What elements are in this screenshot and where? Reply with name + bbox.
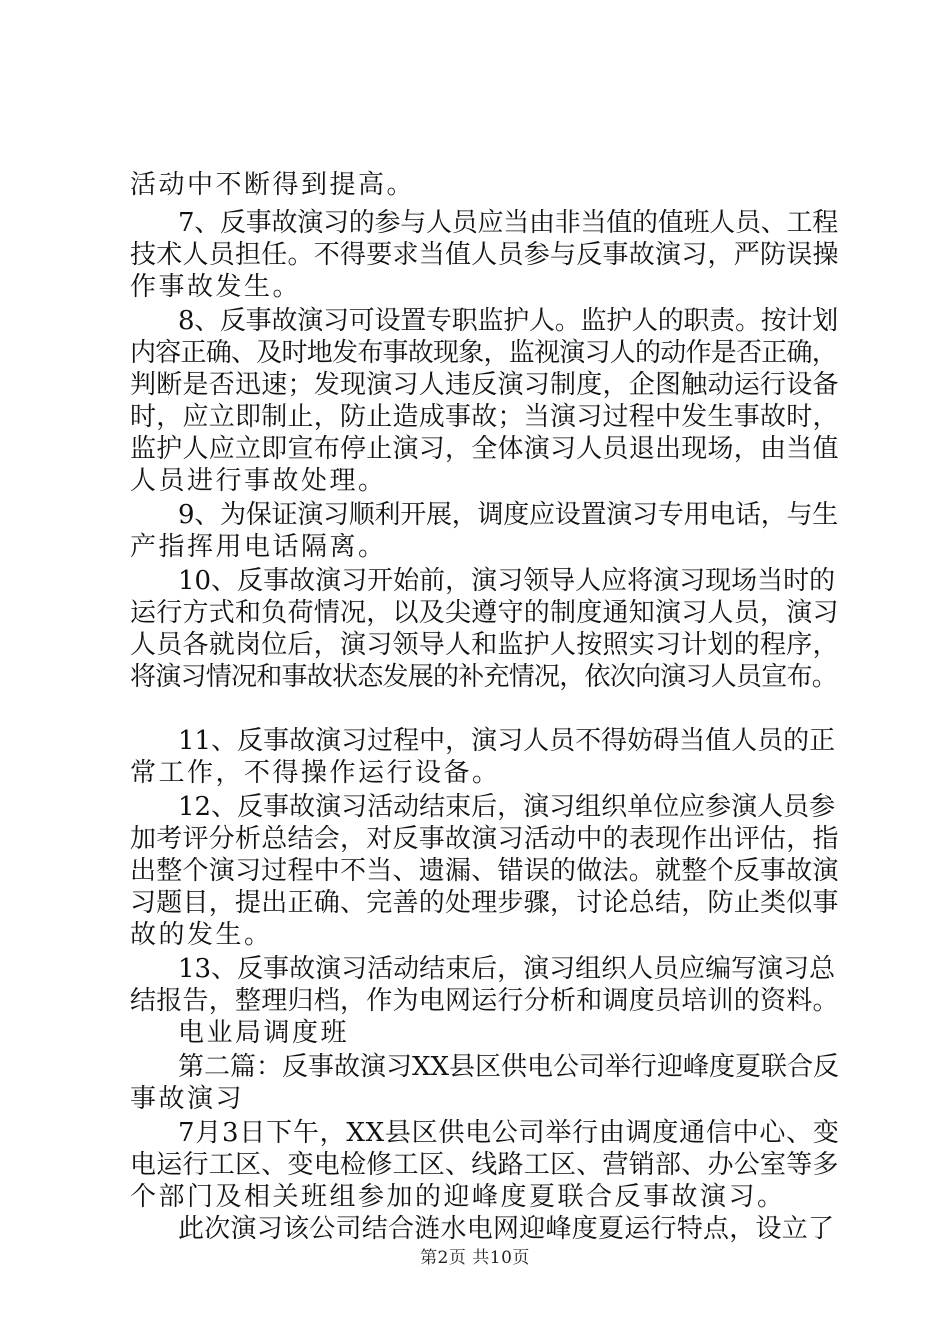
text-line: 7月3日下午，XX县区供电公司举行由调度通信中心、变 xyxy=(178,1118,840,1148)
text-line: 11、反事故演习过程中，演习人员不得妨碍当值人员的正 xyxy=(178,726,836,756)
text-line: 7、反事故演习的参与人员应当由非当值的值班人员、工程 xyxy=(178,208,839,238)
text-line: 人员进行事故处理。 xyxy=(130,466,387,496)
text-line: 习题目，提出正确、完善的处理步骤，讨论总结，防止类似事 xyxy=(130,888,839,918)
text-line: 8、反事故演习可设置专职监护人。监护人的职责。按计划 xyxy=(178,306,839,336)
text-line: 人员各就岗位后，演习领导人和监护人按照实习计划的程序， xyxy=(130,630,839,660)
text-line: 时，应立即制止，防止造成事故；当演习过程中发生事故时， xyxy=(130,402,839,432)
page-footer: 第2页 共10页 xyxy=(420,1248,530,1268)
text-line: 技术人员担任。不得要求当值人员参与反事故演习，严防误操 xyxy=(130,240,839,270)
text-line: 结报告，整理归档，作为电网运行分析和调度员培训的资料。 xyxy=(130,986,839,1016)
text-line: 电业局调度班 xyxy=(178,1018,350,1048)
text-line: 13、反事故演习活动结束后，演习组织人员应编写演习总 xyxy=(178,954,836,984)
text-line: 判断是否迅速；发现演习人违反演习制度，企图触动运行设备 xyxy=(130,370,839,400)
text-line: 电运行工区、变电检修工区、线路工区、营销部、办公室等多 xyxy=(130,1150,839,1180)
text-line: 10、反事故演习开始前，演习领导人应将演习现场当时的 xyxy=(178,566,836,596)
text-line: 活动中不断得到提高。 xyxy=(130,170,416,200)
text-line: 个部门及相关班组参加的迎峰度夏联合反事故演习。 xyxy=(130,1182,786,1212)
section-heading: 第二篇：反事故演习XX县区供电公司举行迎峰度夏联合反 xyxy=(178,1052,840,1082)
text-line: 出整个演习过程中不当、遗漏、错误的做法。就整个反事故演 xyxy=(130,856,839,886)
text-line: 故的发生。 xyxy=(130,920,273,950)
text-line: 作事故发生。 xyxy=(130,272,302,302)
text-line: 运行方式和负荷情况，以及尖遵守的制度通知演习人员，演习 xyxy=(130,598,839,628)
text-line: 常工作，不得操作运行设备。 xyxy=(130,758,501,788)
text-line: 12、反事故演习活动结束后，演习组织单位应参演人员参 xyxy=(178,792,836,822)
section-heading: 事故演习 xyxy=(130,1084,245,1114)
text-line: 内容正确、及时地发布事故现象，监视演习人的动作是否正确， xyxy=(130,338,838,368)
text-line: 将演习情况和事故状态发展的补充情况，依次向演习人员宣布。 xyxy=(130,662,838,692)
text-line: 9、为保证演习顺利开展，调度应设置演习专用电话，与生 xyxy=(178,500,839,530)
text-line: 监护人应立即宣布停止演习，全体演习人员退出现场，由当值 xyxy=(130,434,839,464)
text-line: 加考评分析总结会，对反事故演习活动中的表现作出评估，指 xyxy=(130,824,839,854)
text-line: 产指挥用电话隔离。 xyxy=(130,532,387,562)
text-line: 此次演习该公司结合涟水电网迎峰度夏运行特点，设立了 xyxy=(178,1214,835,1244)
